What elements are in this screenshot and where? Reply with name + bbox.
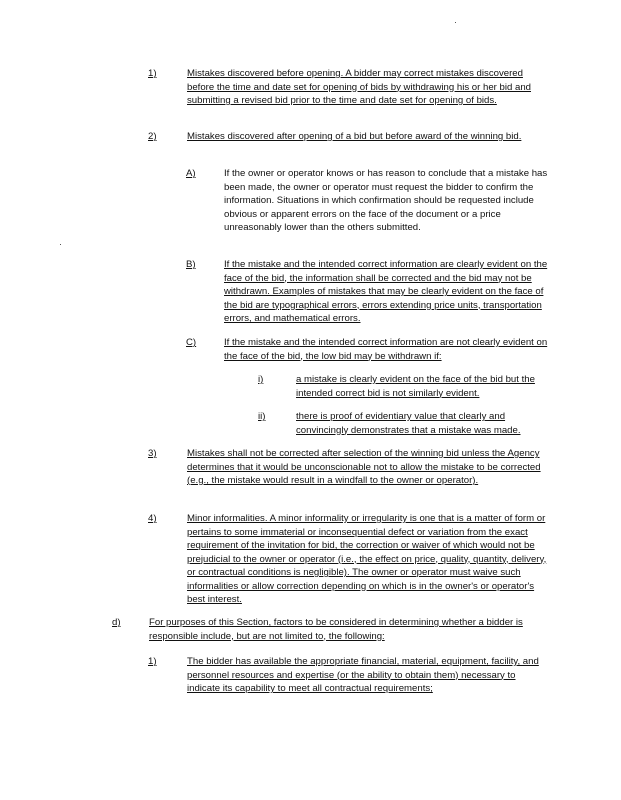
item-number: B): [186, 259, 196, 270]
item-text: Minor informalities. A minor informality or irregularity is one that is a matter of form or pertains to some immaterial or inconsequential defect or variation from the exact requirement of the invitation for bid, the correction or waiver of which would not be prejudicial to the owner or operator (i.e., the effect on price, quality, quantity, delivery, or contractual conditions is negligible). The owner or operator must waive such informalities or allow correction depending on which is in the owner's or operator's best interest.: [187, 513, 547, 605]
item-number: 1): [148, 68, 157, 79]
scan-speck: [60, 244, 61, 245]
list-item: [186, 336, 552, 365]
item-number: i): [258, 374, 264, 385]
item-text: Mistakes discovered before opening. A bidder may correct mistakes discovered before the time and date set for opening of bids by withdrawing his or her bid and submitting a revised bid prior to the time and date set for opening of bids.: [187, 68, 531, 106]
list-item: [186, 167, 552, 249]
item-number: ii): [258, 411, 266, 422]
item-number: 1): [148, 656, 157, 667]
item-text: If the mistake and the intended correct information are clearly evident on the face of the bid, the information shall be corrected and the bid may not be withdrawn. Examples of mistakes that may be clearly evident on the face of the bid are typographical errors, errors extending price units, transportation errors, and mathematical errors.: [224, 259, 548, 324]
item-text: For purposes of this Section, factors to be considered in determining whether a bidder is responsible include, but are not limited to, the following:: [149, 617, 523, 642]
list-item: [186, 258, 552, 328]
item-text: Mistakes shall not be corrected after selection of the winning bid unless the Agency determines that it would be unconscionable not to allow the mistake to be corrected (e.g., the mistake would result in a windfall to the owner or operator).: [187, 448, 541, 486]
list-item: [258, 373, 550, 402]
list-item: [148, 447, 548, 503]
list-item: [148, 130, 548, 159]
item-text: there is proof of evidentiary value that clearly and convincingly demonstrates that a mistake was made.: [296, 411, 521, 436]
item-text: The bidder has available the appropriate financial, material, equipment, facility, and personnel resources and expertise (or the ability to obtain them) necessary to indicate its capability to meet all contractual requirements;: [187, 656, 539, 694]
scan-speck: [455, 22, 456, 23]
item-number: 4): [148, 513, 157, 524]
list-item: [112, 616, 552, 645]
item-number: 3): [148, 448, 157, 459]
item-number: C): [186, 337, 197, 348]
item-number: A): [186, 168, 196, 179]
item-text: a mistake is clearly evident on the face of the bid but the intended correct bid is not similarly evident.: [296, 374, 535, 399]
list-item: [148, 655, 548, 699]
item-number: 2): [148, 131, 157, 142]
item-text: Mistakes discovered after opening of a bid but before award of the winning bid.: [187, 131, 522, 142]
item-text: If the owner or operator knows or has reason to conclude that a mistake has been made, the owner or operator must request the bidder to confirm the information. Situations in which confirmation should be requested include obvious or apparent errors on the face of the document or a price unreasonably lower than the others submitted.: [224, 168, 548, 233]
list-item: [148, 67, 548, 123]
item-number: d): [112, 617, 121, 628]
list-item: [258, 410, 550, 439]
list-item: [148, 512, 552, 609]
item-text: If the mistake and the intended correct information are not clearly evident on the face of the bid, the low bid may be withdrawn if:: [224, 337, 548, 362]
